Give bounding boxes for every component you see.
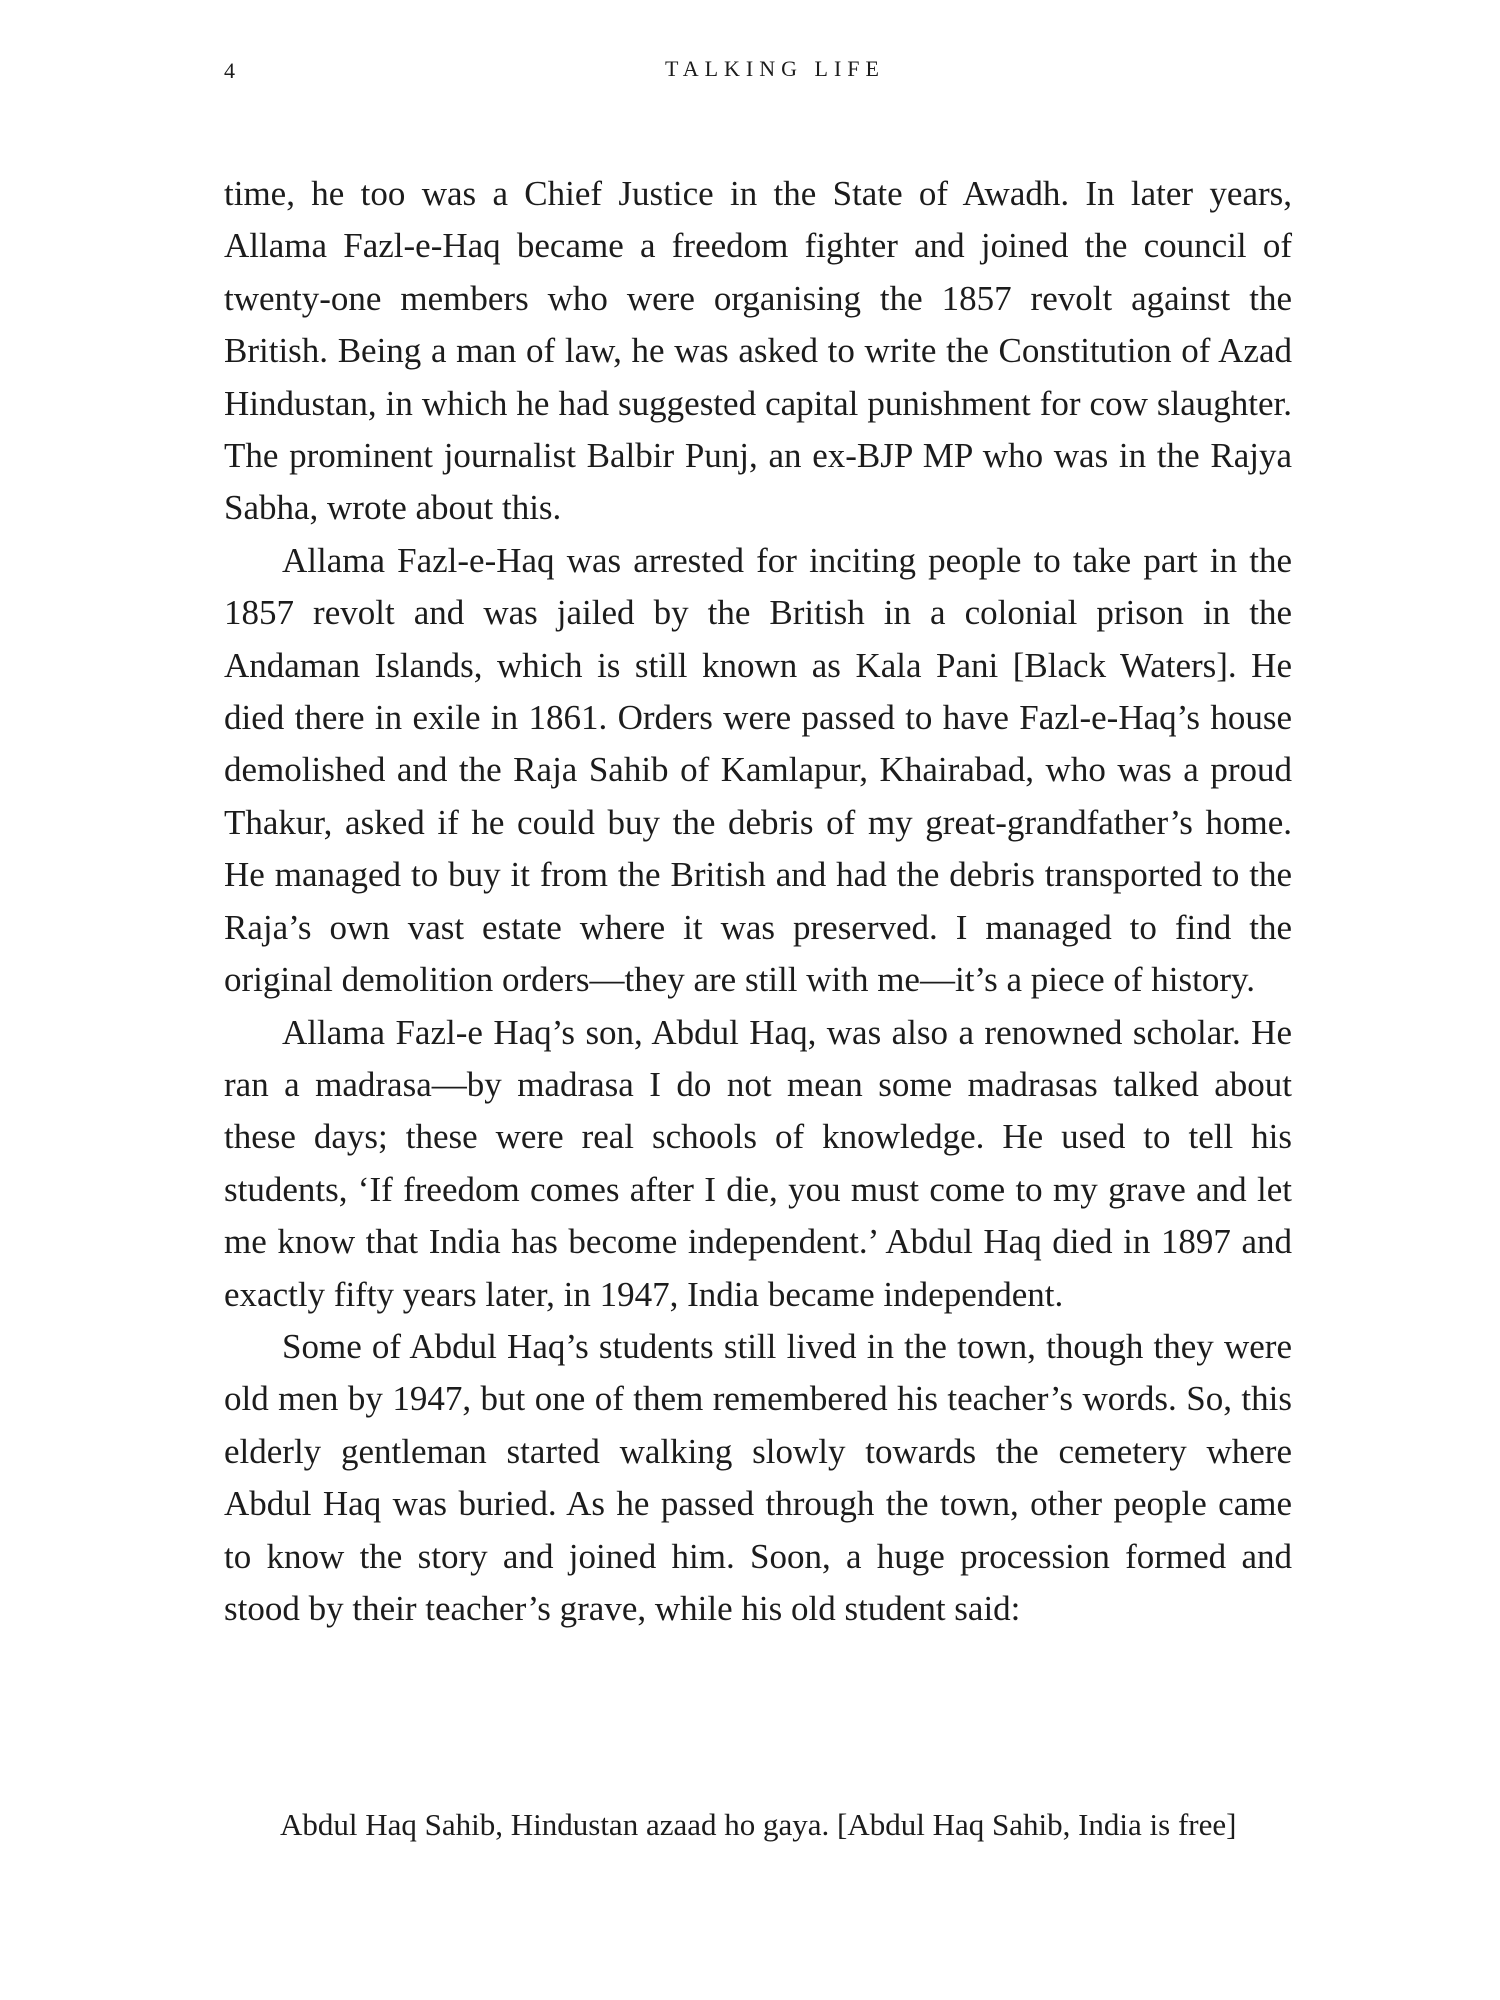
running-head [0,50,1500,90]
paragraph: Some of Abdul Haq’s students still lived in the town, though they were old men by 1947, but one of them remembered his teacher’s words. So, this elderly gentleman started walking slowly towards the cemetery where Abdul Haq was buried. As he passed through the town, other people came to know the story and joined him. Soon, a huge procession formed and stood by their teacher’s grave, while his old student said: [224,1326,1292,1628]
running-head-title: TALKING LIFE [665,56,885,81]
paragraph: Allama Fazl-e Haq’s son, Abdul Haq, was also a renowned scholar. He ran a madrasa—by madrasa I do not mean some madrasas talked about these days; these were real schools of knowledge. He used to tell his students, ‘If freedom comes after I die, you must come to my grave and let me know that India has become independent.’ Abdul Haq died in 1897 and exactly fifty years later, in 1947, India became independent. [224,1012,1292,1314]
block-quote: Abdul Haq Sahib, Hindustan azaad ho gaya. [Abdul Haq Sahib, India is free] [280,1807,1237,1842]
page-number: 4 [224,58,236,83]
body-text [224,168,1292,1635]
paragraph: time, he too was a Chief Justice in the State of Awadh. In later years, Allama Fazl-e-Haq became a freedom fighter and joined the council of twenty-one members who were organising the 1857 revolt against the British. Being a man of law, he was asked to write the Constitution of Azad Hindustan, in which he had suggested capital punishment for cow slaughter. The prominent journalist Balbir Punj, an ex-BJP MP who was in the Rajya Sabha, wrote about this. [224,174,1292,528]
paragraph: Allama Fazl-e-Haq was arrested for inciting people to take part in the 1857 revolt and was jailed by the British in a colonial prison in the Andaman Islands, which is still known as Kala Pani [Black Waters]. He died there in exile in 1861. Orders were passed to have Fazl-e-Haq’s house demolished and the Raja Sahib of Kamlapur, Khairabad, who was a proud Thakur, asked if he could buy the debris of my great-grandfather’s home. He managed to buy it from the British and had the debris transported to the Raja’s own vast estate where it was preserved. I managed to find the original demolition orders—they are still with me—it’s a piece of history. [224,540,1292,1000]
